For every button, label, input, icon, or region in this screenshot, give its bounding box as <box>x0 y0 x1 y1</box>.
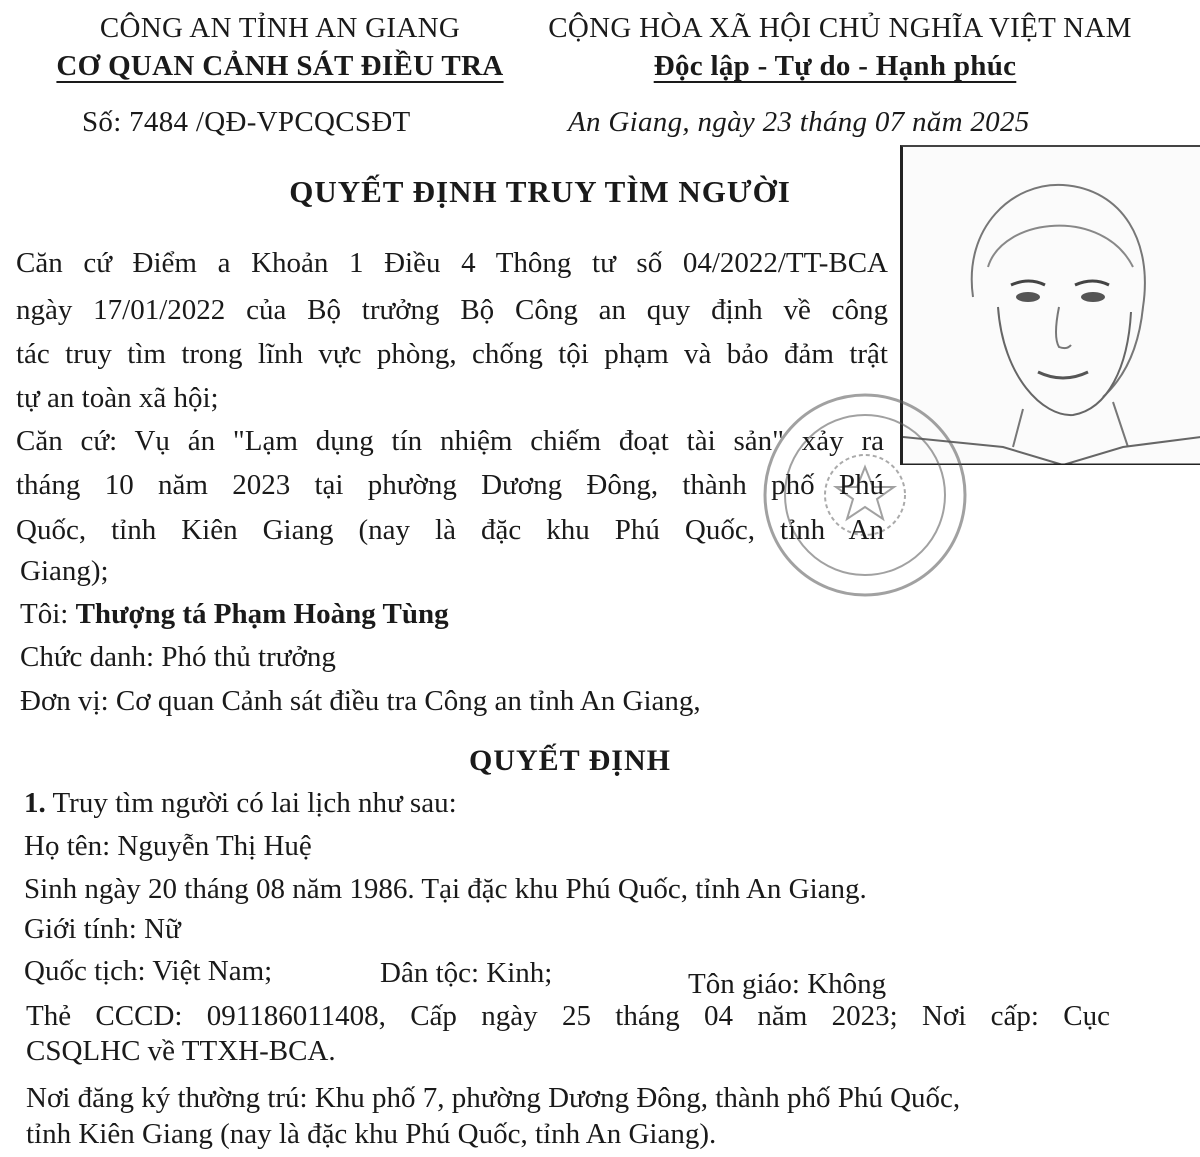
officer-prefix: Tôi: <box>20 598 76 630</box>
preamble-line: tự an toàn xã hội; <box>16 382 219 414</box>
preamble-line: tác truy tìm trong lĩnh vực phòng, chống tội phạm và bảo đảm trật <box>16 338 888 370</box>
preamble-line: Căn cứ Điểm a Khoản 1 Điều 4 Thông tư số 04/2022/TT-BCA <box>16 247 888 279</box>
item-text: Truy tìm người có lai lịch như sau: <box>45 787 457 819</box>
decision-item-1 <box>24 787 457 820</box>
officer-position: Chức danh: Phó thủ trưởng <box>20 641 336 673</box>
subject-residence-cont: tỉnh Kiên Giang (nay là đặc khu Phú Quốc, tỉnh An Giang). <box>26 1118 717 1150</box>
officer-name: Thượng tá Phạm Hoàng Tùng <box>75 598 449 630</box>
subject-name: Họ tên: Nguyễn Thị Huệ <box>24 830 312 862</box>
nation-title: CỘNG HÒA XÃ HỘI CHỦ NGHĨA VIỆT NAM <box>548 12 1132 44</box>
officer-line <box>20 598 449 631</box>
agency-name <box>20 50 540 83</box>
motto-text: Độc lập - Tự do - Hạnh phúc <box>653 50 1017 82</box>
place-date: An Giang, ngày 23 tháng 07 năm 2025 <box>568 106 1030 138</box>
subject-religion: Tôn giáo: Không <box>688 968 887 1000</box>
subject-residence: Nơi đăng ký thường trú: Khu phố 7, phường Dương Đông, thành phố Phú Quốc, <box>26 1082 961 1114</box>
decision-heading: QUYẾT ĐỊNH <box>469 744 671 777</box>
item-number: 1. <box>24 787 46 819</box>
subject-ethnicity: Dân tộc: Kinh; <box>380 957 553 989</box>
subject-birth: Sinh ngày 20 tháng 08 năm 1986. Tại đặc khu Phú Quốc, tỉnh An Giang. <box>24 873 867 905</box>
officer-unit: Đơn vị: Cơ quan Cảnh sát điều tra Công an tỉnh An Giang, <box>20 685 701 717</box>
subject-nationality: Quốc tịch: Việt Nam; <box>24 955 273 987</box>
preamble-line: ngày 17/01/2022 của Bộ trưởng Bộ Công an quy định về công <box>16 294 888 326</box>
subject-gender: Giới tính: Nữ <box>24 913 181 945</box>
preamble-line: Căn cứ: Vụ án "Lạm dụng tín nhiệm chiếm đoạt tài sản" xảy ra <box>16 425 884 457</box>
preamble-line: Quốc, tỉnh Kiên Giang (nay là đặc khu Phú Quốc, tỉnh An <box>16 514 884 546</box>
agency-name-text: CƠ QUAN CẢNH SÁT ĐIỀU TRA <box>56 50 504 82</box>
subject-id-card-issuer: CSQLHC về TTXH-BCA. <box>26 1035 336 1067</box>
preamble-line: tháng 10 năm 2023 tại phường Dương Đông, thành phố Phú <box>16 469 884 501</box>
agency-parent: CÔNG AN TỈNH AN GIANG <box>99 12 461 44</box>
document-number: Số: 7484 /QĐ-VPCQCSĐT <box>82 106 411 138</box>
document-title: QUYẾT ĐỊNH TRUY TÌM NGƯỜI <box>289 174 791 209</box>
motto <box>520 50 1150 83</box>
preamble-line: Giang); <box>20 555 109 587</box>
subject-id-card: Thẻ CCCD: 091186011408, Cấp ngày 25 tháng 04 năm 2023; Nơi cấp: Cục <box>26 1000 1110 1032</box>
